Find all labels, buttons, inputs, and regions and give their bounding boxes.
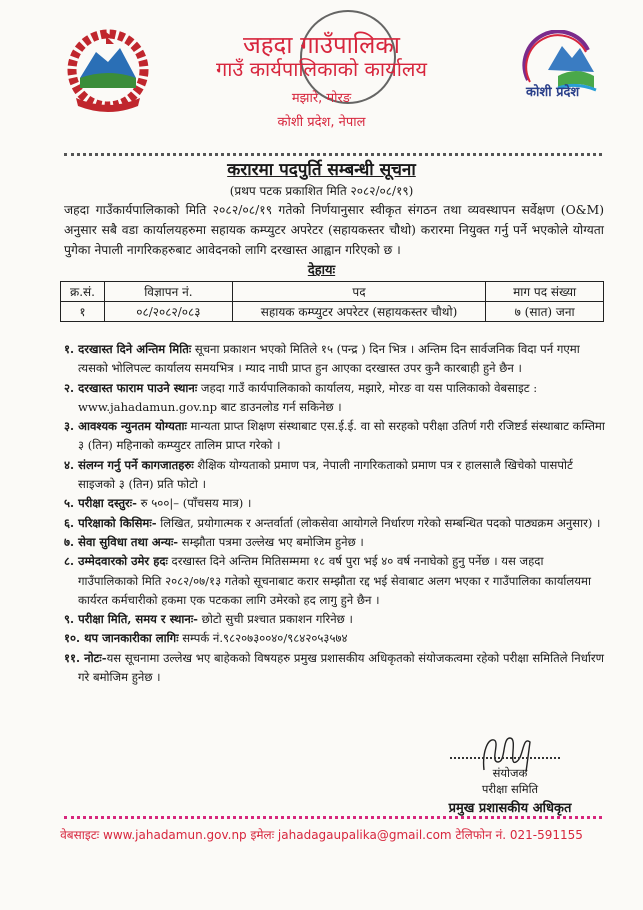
item-label: ४. संलग्न गर्नु पर्ने कागजातहरुः (64, 457, 194, 472)
list-item (64, 514, 606, 533)
item-text: यस सूचनामा उल्लेख भए बाहेकको विषयहरु प्रमुख प्रशासकीय अधिकृतको संयोजकत्वमा रहेको परीक्षा समितिले निर्धारण गरे बमोजिम हुनेछ । (78, 650, 604, 685)
office-name: गाउँ कार्यपालिकाको कार्यालय (215, 57, 428, 81)
item-text: रु ५००|– (पाँचसय मात्र) । (136, 496, 252, 511)
item-text: जहदा गाउँ कार्यपालिकाको कार्यालय, मझारे, मोरङ वा यस पालिकाको वेबसाइट : www.jahadamun.gov.np बाट डाउनलोड गर्न सकिनेछ । (78, 380, 538, 414)
col-header-count: माग पद संख्या (486, 282, 604, 302)
list-item (64, 649, 606, 688)
cell-sn: १ (61, 302, 105, 322)
signatory-officer: प्रमुख प्रशासकीय अधिकृत (448, 801, 572, 816)
table-row (61, 302, 604, 322)
table-header-row (61, 282, 604, 302)
item-label: १. दरखास्त दिने अन्तिम मितिः (64, 342, 192, 356)
item-text: लिखित, प्रयोगात्मक र अन्तर्वार्ता (लोकसेवा आयोगले निर्धारण गरेको सम्बन्धित पदको पाठ्यक्रम अनुसार) । (156, 515, 601, 530)
cell-ad-no: ०८/२०८२/०८३ (104, 302, 232, 322)
item-label: ५. परीक्षा दस्तुरः- (64, 496, 137, 511)
notice-title: करारमा पदपुर्ति सम्बन्धी सूचना (227, 160, 416, 180)
item-text: सूचना प्रकाशन भएको मितिले १५ (पन्द्र ) दिन भित्र । अन्तिम दिन सार्वजनिक विदा पर्न गएमा त्यसको भोलिपल्ट कार्यालय समयभित्र । म्याद नाघी प्राप्त हुन आएका दरखास्त उपर कुनै कारबाही हुने छैन । (78, 342, 580, 376)
footer-divider (64, 816, 602, 819)
list-item (64, 494, 606, 513)
item-text: दरखास्त दिने अन्तिम मितिसम्ममा १८ वर्ष पुरा भई ४० वर्ष ननाघेको हुनु पर्नेछ । यस जहदा गाउँपालिकाको मिति २०८२/०७/१३ गतेको सूचनाबाट करार सम्झौता रद्द भई सेवाबाट अलग भएका र गाउँपालिका कार्यालयमा कार्यरत कर्मचारीको हकमा एक पटकका लागि उमेरको हद लागु हुने छैन । (78, 554, 591, 607)
list-item (64, 379, 606, 418)
header-divider (64, 153, 602, 156)
province-name: कोशी प्रदेश, नेपाल (277, 115, 366, 130)
list-item (64, 629, 606, 648)
cell-count: ७ (सात) जना (486, 302, 604, 322)
item-text: सम्पर्क नं.९८२०७३००४०/९८४२०५३५७४ (178, 631, 348, 646)
signatory-committee: परीक्षा समिति (481, 782, 539, 796)
list-item (64, 417, 606, 456)
list-item (64, 340, 606, 379)
footer-contact: वेबसाइटः www.jahadamun.gov.np इमेलः jahadagaupalika@gmail.com टेलिफोन नं. 021-591155 (60, 828, 583, 842)
item-text: सम्झौता पत्रमा उल्लेख भए बमोजिम हुनेछ । (178, 534, 364, 549)
item-text: छोटो सुची प्रश्चात प्रकाशन गरिनेछ । (198, 612, 353, 627)
org-name: जहदा गाउँपालिका (242, 31, 400, 59)
item-text: शैक्षिक योग्यताको प्रमाण पत्र, नेपाली नागरिकताको प्रमाण पत्र र हालसालै खिचेको पासपोर्ट साइजको ३ (तिन) प्रति फोटो । (78, 457, 573, 492)
item-label: ९. परीक्षा मिति, समय र स्थानः- (64, 612, 198, 627)
koshi-logo-text: कोशी प्रदेश (526, 85, 580, 100)
item-label: ७. सेवा सुविधा तथा अन्यः- (64, 534, 179, 549)
notice-intro: जहदा गाउँकार्यपालिकाको मिति २०८२/०८/१९ गतेको निर्णयानुसार स्वीकृत संगठन तथा व्यवस्थापन सर्वेक्षण (O&M) अनुसार सबै वडा कार्यालयहरुमा सहायक कम्प्युटर अपरेटर (सहायकस्तर चौथो) करारमा नियुक्त गर्नु पर्ने भएकोले योग्यता पुगेका नेपाली नागरिकहरुबाट आवेदनको लागि दरखास्त आह्वान गरिएको छ । (64, 203, 604, 257)
signatory-role: संयोजक (492, 766, 528, 780)
list-item (64, 610, 606, 629)
list-item (64, 533, 606, 552)
item-label: ६. परिक्षाको किसिमः- (64, 515, 157, 530)
item-label: ३. आवश्यक न्युनतम योग्यताः (64, 419, 187, 434)
cell-post: सहायक कम्प्युटर अपरेटर (सहायकस्तर चौथो) (232, 302, 485, 322)
vacancy-table (60, 281, 604, 322)
item-label: २. दरखास्त फाराम पाउने स्थानः (64, 380, 198, 395)
koshi-pradesh-logo-icon (518, 30, 600, 110)
item-label: १०. थप जानकारीका लागिः (64, 631, 179, 646)
notice-items (64, 340, 606, 687)
item-text: मान्यता प्राप्त शिक्षण संस्थाबाट एस.ई.ई. वा सो सरहको परीक्षा उतिर्ण गरी रजिष्टर्ड संस्थाबाट कम्तिमा ३ (तिन) महिनाको कम्प्युटर तालिम प्राप्त गरेको । (78, 419, 605, 453)
list-item (64, 552, 606, 610)
list-item (64, 456, 606, 495)
table-heading: देहायः (307, 263, 336, 278)
col-header-post: पद (232, 282, 485, 302)
item-label: ८. उम्मेदवारको उमेर हदः (64, 554, 168, 569)
office-location: मझारे, मोरङ (291, 91, 352, 106)
item-label: ११. नोटः- (64, 650, 107, 665)
col-header-sn: क्र.सं. (61, 282, 105, 302)
notice-subtitle: (प्रथप पटक प्रकाशित मिति २०८२/०८/१९) (229, 184, 414, 198)
col-header-ad-no: विज्ञापन नं. (104, 282, 232, 302)
signature-line (450, 757, 560, 759)
